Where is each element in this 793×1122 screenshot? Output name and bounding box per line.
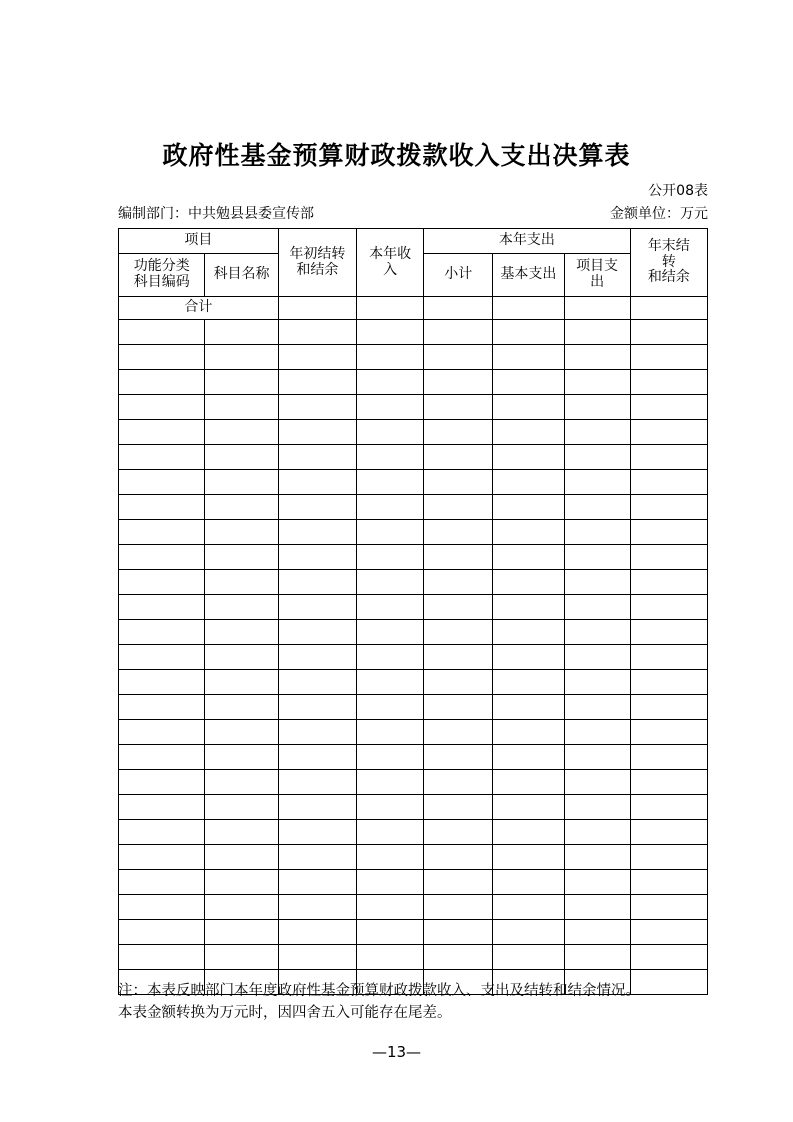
cell-subject-name (205, 745, 278, 770)
cell-subject-name (205, 445, 278, 470)
cell-project-expense (564, 420, 630, 445)
cell-subject-name (205, 470, 278, 495)
table-row (119, 670, 708, 695)
header-subtotal: 小计 (424, 254, 493, 297)
table-row (119, 495, 708, 520)
cell-subject-name (205, 395, 278, 420)
cell-year-income (357, 345, 424, 370)
cell-year-income (357, 645, 424, 670)
cell-subtotal (424, 695, 493, 720)
cell-subject-name (205, 495, 278, 520)
cell-project-expense (564, 445, 630, 470)
table-row (119, 695, 708, 720)
cell-subtotal (424, 820, 493, 845)
cell-end-balance (630, 720, 707, 745)
cell-begin-balance (278, 570, 356, 595)
cell-basic-expense (493, 420, 564, 445)
table-row (119, 920, 708, 945)
total-basic-expense (493, 297, 564, 320)
cell-subject-name (205, 945, 278, 970)
cell-end-balance (630, 895, 707, 920)
cell-year-income (357, 620, 424, 645)
cell-year-income (357, 720, 424, 745)
cell-subtotal (424, 445, 493, 470)
cell-project-expense (564, 570, 630, 595)
cell-subtotal (424, 370, 493, 395)
cell-begin-balance (278, 820, 356, 845)
cell-begin-balance (278, 695, 356, 720)
cell-project-expense (564, 820, 630, 845)
cell-basic-expense (493, 720, 564, 745)
table-row (119, 645, 708, 670)
cell-year-income (357, 445, 424, 470)
cell-year-income (357, 320, 424, 345)
cell-function-code (119, 845, 205, 870)
cell-subject-name (205, 320, 278, 345)
cell-subtotal (424, 420, 493, 445)
cell-project-expense (564, 920, 630, 945)
cell-subject-name (205, 420, 278, 445)
cell-end-balance (630, 495, 707, 520)
cell-year-income (357, 870, 424, 895)
cell-function-code (119, 495, 205, 520)
cell-function-code (119, 470, 205, 495)
cell-function-code (119, 395, 205, 420)
cell-function-code (119, 895, 205, 920)
cell-year-income (357, 420, 424, 445)
cell-subject-name (205, 570, 278, 595)
cell-year-income (357, 670, 424, 695)
total-year-income (357, 297, 424, 320)
total-begin-balance (278, 297, 356, 320)
cell-project-expense (564, 895, 630, 920)
cell-function-code (119, 520, 205, 545)
cell-begin-balance (278, 945, 356, 970)
cell-end-balance (630, 795, 707, 820)
cell-end-balance (630, 520, 707, 545)
cell-basic-expense (493, 370, 564, 395)
total-end-balance (630, 297, 707, 320)
cell-subject-name (205, 370, 278, 395)
header-end-balance: 年末结 转 和结余 (630, 229, 707, 297)
cell-basic-expense (493, 395, 564, 420)
budget-table (118, 228, 708, 995)
cell-function-code (119, 820, 205, 845)
meta-row (118, 203, 708, 223)
header-item-group: 项目 (119, 229, 279, 254)
cell-basic-expense (493, 920, 564, 945)
cell-subtotal (424, 320, 493, 345)
cell-basic-expense (493, 670, 564, 695)
cell-end-balance (630, 670, 707, 695)
cell-function-code (119, 670, 205, 695)
cell-basic-expense (493, 945, 564, 970)
note-line-1: 注：本表反映部门本年度政府性基金预算财政拨款收入、支出及结转和结余情况。 (118, 983, 640, 999)
cell-begin-balance (278, 645, 356, 670)
table-row (119, 945, 708, 970)
header-project-expense: 项目支 出 (564, 254, 630, 297)
cell-end-balance (630, 870, 707, 895)
cell-basic-expense (493, 545, 564, 570)
cell-subtotal (424, 770, 493, 795)
cell-begin-balance (278, 445, 356, 470)
cell-year-income (357, 545, 424, 570)
header-year-income: 本年收 入 (357, 229, 424, 297)
table-body (119, 320, 708, 995)
cell-project-expense (564, 770, 630, 795)
cell-end-balance (630, 595, 707, 620)
header-function-code: 功能分类 科目编码 (119, 254, 205, 297)
cell-subject-name (205, 795, 278, 820)
cell-end-balance (630, 820, 707, 845)
cell-subtotal (424, 745, 493, 770)
cell-end-balance (630, 545, 707, 570)
cell-function-code (119, 320, 205, 345)
cell-subtotal (424, 620, 493, 645)
cell-function-code (119, 570, 205, 595)
cell-project-expense (564, 745, 630, 770)
table-header-row-1 (119, 229, 708, 254)
cell-basic-expense (493, 445, 564, 470)
cell-function-code (119, 795, 205, 820)
header-subject-name: 科目名称 (205, 254, 278, 297)
cell-year-income (357, 745, 424, 770)
cell-project-expense (564, 395, 630, 420)
cell-end-balance (630, 845, 707, 870)
page-title: 政府性基金预算财政拨款收入支出决算表 (162, 141, 631, 170)
cell-subtotal (424, 395, 493, 420)
cell-subtotal (424, 845, 493, 870)
table-row (119, 870, 708, 895)
cell-project-expense (564, 645, 630, 670)
cell-basic-expense (493, 745, 564, 770)
cell-project-expense (564, 695, 630, 720)
cell-year-income (357, 770, 424, 795)
cell-subtotal (424, 645, 493, 670)
cell-year-income (357, 895, 424, 920)
cell-end-balance (630, 370, 707, 395)
table-row (119, 395, 708, 420)
cell-project-expense (564, 320, 630, 345)
cell-project-expense (564, 795, 630, 820)
total-project-expense (564, 297, 630, 320)
cell-subject-name (205, 520, 278, 545)
cell-project-expense (564, 870, 630, 895)
table-row (119, 895, 708, 920)
department-label: 编制部门：中共勉县县委宣传部 (118, 206, 314, 222)
table-row (119, 820, 708, 845)
table-row (119, 570, 708, 595)
cell-begin-balance (278, 420, 356, 445)
notes-block (118, 980, 718, 1025)
cell-basic-expense (493, 320, 564, 345)
amount-unit-label: 金额单位：万元 (610, 206, 708, 222)
cell-basic-expense (493, 520, 564, 545)
cell-project-expense (564, 845, 630, 870)
cell-subject-name (205, 720, 278, 745)
cell-begin-balance (278, 595, 356, 620)
table-row (119, 845, 708, 870)
cell-subject-name (205, 645, 278, 670)
cell-project-expense (564, 670, 630, 695)
table-row (119, 720, 708, 745)
cell-begin-balance (278, 770, 356, 795)
cell-end-balance (630, 920, 707, 945)
cell-end-balance (630, 645, 707, 670)
cell-function-code (119, 720, 205, 745)
cell-project-expense (564, 470, 630, 495)
cell-year-income (357, 945, 424, 970)
table-row (119, 445, 708, 470)
cell-project-expense (564, 370, 630, 395)
cell-begin-balance (278, 745, 356, 770)
cell-year-income (357, 820, 424, 845)
cell-project-expense (564, 945, 630, 970)
note-line-2: 本表金额转换为万元时，因四舍五入可能存在尾差。 (118, 1005, 452, 1022)
cell-basic-expense (493, 470, 564, 495)
table-row (119, 620, 708, 645)
table-row (119, 320, 708, 345)
cell-begin-balance (278, 545, 356, 570)
cell-begin-balance (278, 395, 356, 420)
cell-function-code (119, 745, 205, 770)
cell-end-balance (630, 570, 707, 595)
header-total-row: 合计 (119, 297, 279, 320)
cell-begin-balance (278, 345, 356, 370)
header-begin-balance: 年初结转 和结余 (278, 229, 356, 297)
cell-project-expense (564, 595, 630, 620)
cell-basic-expense (493, 845, 564, 870)
cell-function-code (119, 595, 205, 620)
cell-function-code (119, 370, 205, 395)
cell-basic-expense (493, 695, 564, 720)
cell-function-code (119, 645, 205, 670)
cell-subtotal (424, 895, 493, 920)
cell-project-expense (564, 495, 630, 520)
cell-end-balance (630, 345, 707, 370)
cell-function-code (119, 420, 205, 445)
table-row (119, 470, 708, 495)
cell-function-code (119, 945, 205, 970)
cell-basic-expense (493, 795, 564, 820)
cell-year-income (357, 795, 424, 820)
cell-subject-name (205, 695, 278, 720)
cell-project-expense (564, 720, 630, 745)
cell-basic-expense (493, 495, 564, 520)
cell-subject-name (205, 820, 278, 845)
table-total-row (119, 297, 708, 320)
table-row (119, 745, 708, 770)
cell-end-balance (630, 770, 707, 795)
table-row (119, 370, 708, 395)
cell-subtotal (424, 795, 493, 820)
cell-function-code (119, 695, 205, 720)
cell-function-code (119, 920, 205, 945)
cell-end-balance (630, 945, 707, 970)
header-year-expense-group: 本年支出 (424, 229, 630, 254)
cell-subtotal (424, 945, 493, 970)
cell-project-expense (564, 520, 630, 545)
cell-begin-balance (278, 470, 356, 495)
cell-subject-name (205, 345, 278, 370)
table-row (119, 420, 708, 445)
cell-subtotal (424, 495, 493, 520)
cell-subtotal (424, 520, 493, 545)
cell-begin-balance (278, 370, 356, 395)
cell-function-code (119, 870, 205, 895)
table-row (119, 795, 708, 820)
cell-function-code (119, 345, 205, 370)
cell-subject-name (205, 670, 278, 695)
cell-end-balance (630, 470, 707, 495)
cell-subtotal (424, 595, 493, 620)
cell-subject-name (205, 895, 278, 920)
cell-subject-name (205, 595, 278, 620)
cell-year-income (357, 370, 424, 395)
cell-project-expense (564, 545, 630, 570)
cell-end-balance (630, 395, 707, 420)
cell-end-balance (630, 420, 707, 445)
cell-begin-balance (278, 670, 356, 695)
cell-function-code (119, 545, 205, 570)
cell-basic-expense (493, 895, 564, 920)
cell-subtotal (424, 670, 493, 695)
cell-year-income (357, 395, 424, 420)
cell-begin-balance (278, 620, 356, 645)
cell-subject-name (205, 845, 278, 870)
cell-end-balance (630, 745, 707, 770)
cell-subject-name (205, 870, 278, 895)
cell-begin-balance (278, 795, 356, 820)
cell-basic-expense (493, 770, 564, 795)
cell-year-income (357, 845, 424, 870)
cell-subject-name (205, 545, 278, 570)
cell-subtotal (424, 345, 493, 370)
page-number: —13— (371, 1043, 422, 1061)
cell-end-balance (630, 695, 707, 720)
cell-function-code (119, 620, 205, 645)
cell-function-code (119, 770, 205, 795)
cell-subject-name (205, 920, 278, 945)
cell-year-income (357, 595, 424, 620)
cell-basic-expense (493, 820, 564, 845)
cell-begin-balance (278, 495, 356, 520)
table-row (119, 545, 708, 570)
cell-begin-balance (278, 320, 356, 345)
cell-subtotal (424, 545, 493, 570)
cell-begin-balance (278, 720, 356, 745)
table-row (119, 520, 708, 545)
cell-subject-name (205, 620, 278, 645)
cell-subtotal (424, 570, 493, 595)
cell-basic-expense (493, 645, 564, 670)
cell-end-balance (630, 320, 707, 345)
total-subtotal (424, 297, 493, 320)
cell-basic-expense (493, 620, 564, 645)
cell-basic-expense (493, 595, 564, 620)
cell-subtotal (424, 920, 493, 945)
cell-begin-balance (278, 845, 356, 870)
cell-subtotal (424, 720, 493, 745)
cell-basic-expense (493, 570, 564, 595)
cell-year-income (357, 570, 424, 595)
cell-year-income (357, 695, 424, 720)
cell-year-income (357, 920, 424, 945)
cell-year-income (357, 495, 424, 520)
sheet-code-label: 公开08表 (648, 183, 708, 199)
cell-subtotal (424, 470, 493, 495)
table-row (119, 595, 708, 620)
cell-basic-expense (493, 345, 564, 370)
cell-function-code (119, 445, 205, 470)
cell-subject-name (205, 770, 278, 795)
cell-year-income (357, 470, 424, 495)
header-basic-expense: 基本支出 (493, 254, 564, 297)
cell-end-balance (630, 620, 707, 645)
cell-begin-balance (278, 895, 356, 920)
cell-subtotal (424, 870, 493, 895)
cell-begin-balance (278, 520, 356, 545)
table-row (119, 770, 708, 795)
cell-year-income (357, 520, 424, 545)
cell-project-expense (564, 345, 630, 370)
cell-begin-balance (278, 920, 356, 945)
cell-project-expense (564, 620, 630, 645)
table-row (119, 345, 708, 370)
cell-begin-balance (278, 870, 356, 895)
cell-end-balance (630, 445, 707, 470)
cell-basic-expense (493, 870, 564, 895)
